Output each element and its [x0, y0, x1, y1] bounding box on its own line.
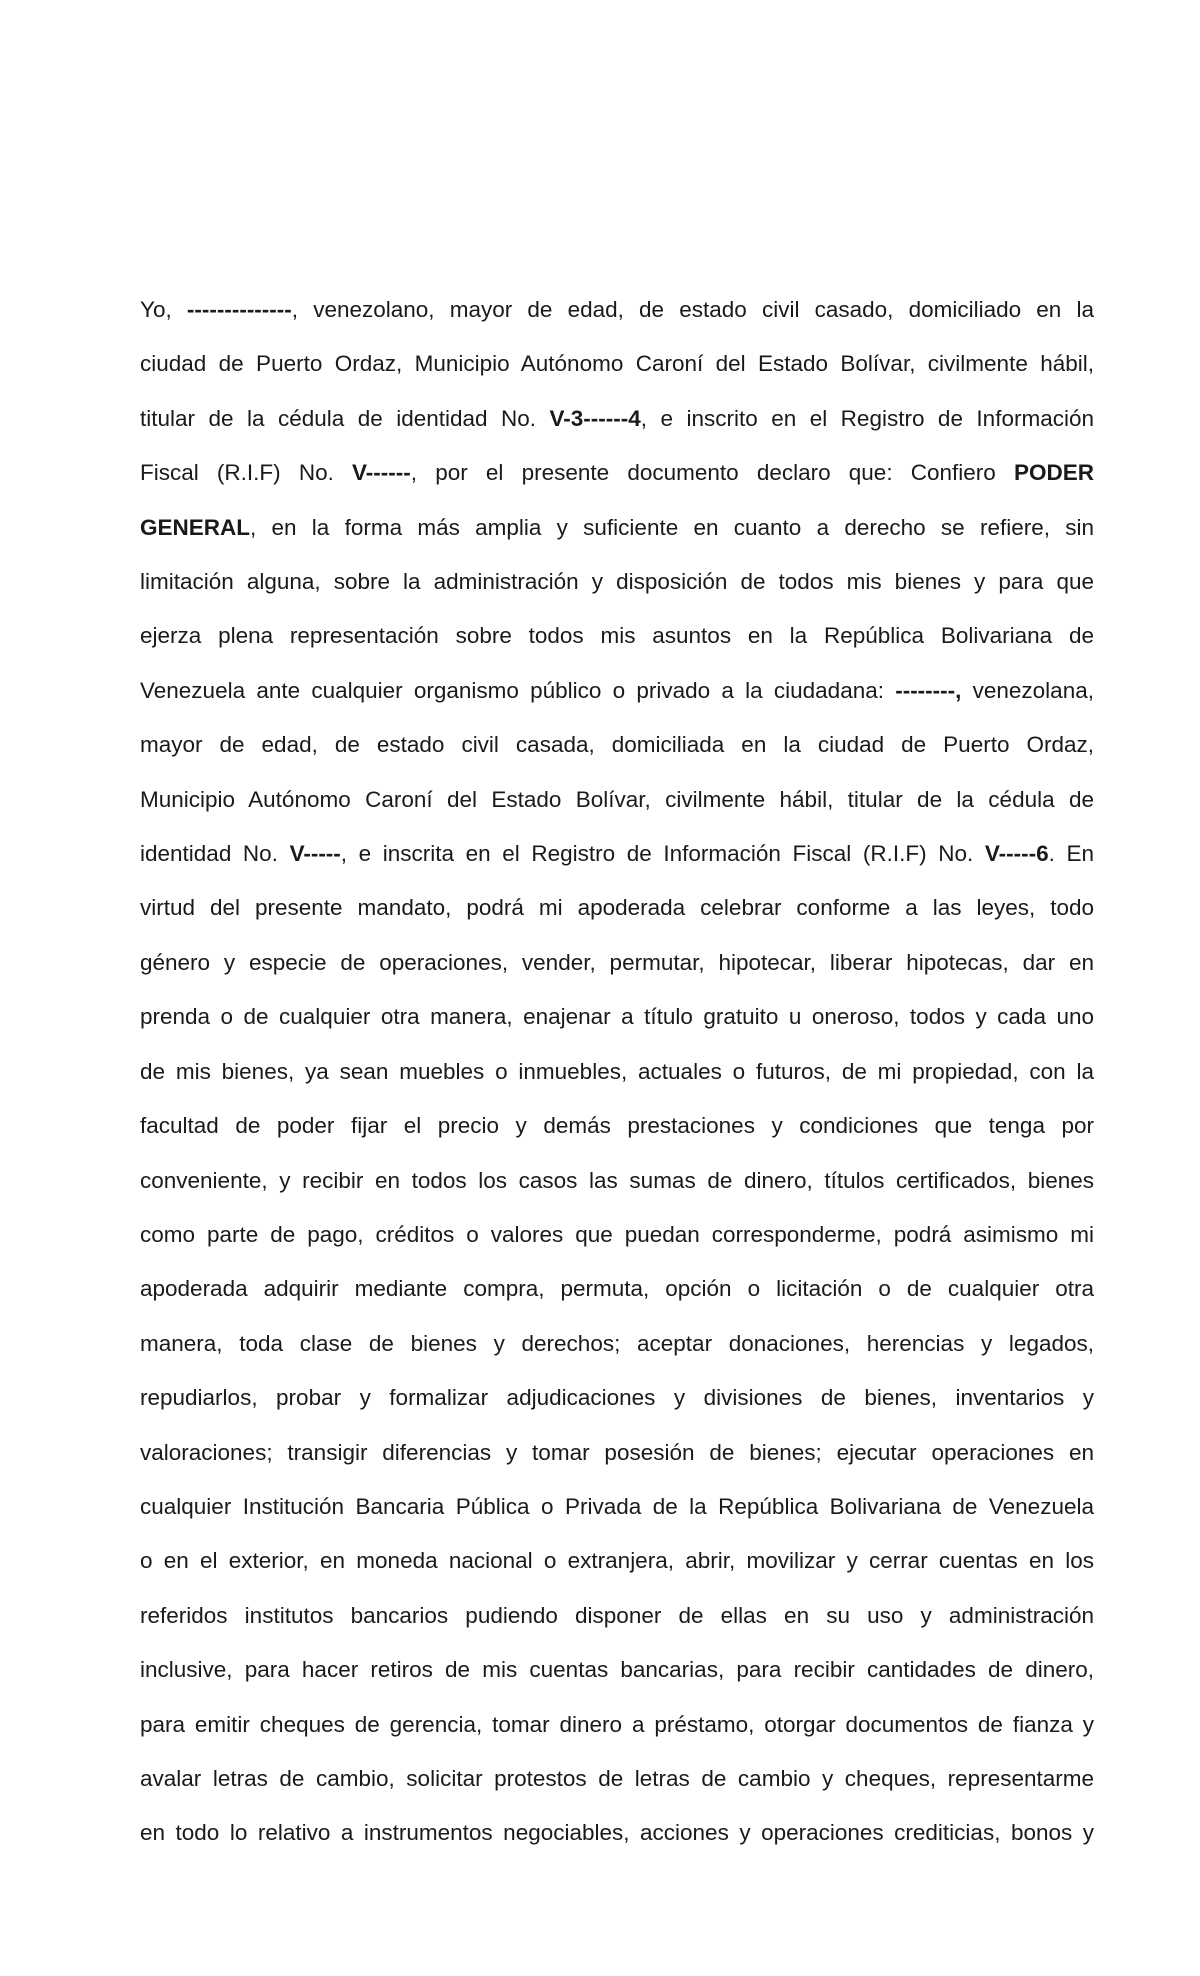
document-line — [140, 337, 1094, 391]
text-run: prenda o de cualquier otra manera, enajenar a título gratuito u oneroso, todos y cada uno — [140, 1004, 1094, 1030]
text-run: identidad No. — [140, 841, 290, 867]
text-run: . En — [1048, 841, 1094, 867]
text-run: virtud del presente mandato, podrá mi apoderada celebrar conforme a las leyes, todo — [140, 895, 1094, 921]
bold-text: V-3------4 — [549, 405, 641, 431]
document-line — [140, 990, 1094, 1044]
text-run: para emitir cheques de gerencia, tomar dinero a préstamo, otorgar documentos de fianza y — [140, 1711, 1094, 1737]
document-line — [140, 1371, 1094, 1425]
document-line — [140, 609, 1094, 663]
bold-text: V-----6 — [984, 841, 1049, 867]
document-line — [140, 446, 1094, 500]
document-line — [140, 501, 1094, 555]
text-run: facultad de poder fijar el precio y demás prestaciones y condiciones que tenga por — [140, 1113, 1094, 1139]
document-line — [140, 283, 1094, 337]
document-line — [140, 936, 1094, 990]
text-run: de mis bienes, ya sean muebles o inmuebles, actuales o futuros, de mi propiedad, con la — [140, 1058, 1094, 1084]
document-line — [140, 1752, 1094, 1806]
bold-text: --------, — [895, 677, 962, 703]
document-line — [140, 1099, 1094, 1153]
bold-text: PODER — [1013, 460, 1094, 486]
text-run: género y especie de operaciones, vender, permutar, hipotecar, liberar hipotecas, dar en — [140, 949, 1094, 975]
text-run: ejerza plena representación sobre todos mis asuntos en la República Bolivariana de — [140, 623, 1094, 649]
text-run: valoraciones; transigir diferencias y tomar posesión de bienes; ejecutar operaciones en — [140, 1439, 1094, 1465]
document-line — [140, 1154, 1094, 1208]
bold-text: GENERAL — [140, 514, 251, 540]
bold-text: -------------- — [186, 297, 292, 322]
document-line — [140, 1589, 1094, 1643]
document-line — [140, 1208, 1094, 1262]
text-run: limitación alguna, sobre la administración y disposición de todos mis bienes y para que — [140, 569, 1094, 595]
document-line — [140, 1480, 1094, 1534]
text-run: cualquier Institución Bancaria Pública o Privada de la República Bolivariana de Venezuela — [140, 1493, 1094, 1519]
document-line — [140, 718, 1094, 772]
text-run: o en el exterior, en moneda nacional o extranjera, abrir, movilizar y cerrar cuentas en los — [140, 1548, 1094, 1574]
text-run: inclusive, para hacer retiros de mis cuentas bancarias, para recibir cantidades de dinero, — [140, 1657, 1094, 1683]
document-line — [140, 827, 1094, 881]
document-line — [140, 1534, 1094, 1588]
text-run: manera, toda clase de bienes y derechos; aceptar donaciones, herencias y legados, — [140, 1330, 1094, 1356]
text-run: , e inscrito en el Registro de Información — [640, 405, 1094, 431]
text-run: repudiarlos, probar y formalizar adjudicaciones y divisiones de bienes, inventarios y — [140, 1385, 1094, 1411]
text-run: avalar letras de cambio, solicitar protestos de letras de cambio y cheques, representarme — [140, 1765, 1094, 1791]
text-run: Yo, — [140, 297, 187, 322]
text-run: Venezuela ante cualquier organismo público o privado a la ciudadana: — [140, 677, 896, 703]
document-line — [140, 1806, 1094, 1860]
text-run: , en la forma más amplia y suficiente en cuanto a derecho se refiere, sin — [250, 514, 1094, 540]
bold-text: V----- — [289, 841, 341, 867]
document-line — [140, 1262, 1094, 1316]
text-run: ciudad de Puerto Ordaz, Municipio Autónomo Caroní del Estado Bolívar, civilmente hábil, — [140, 351, 1094, 377]
text-run: Fiscal (R.I.F) No. — [140, 460, 353, 486]
text-run: titular de la cédula de identidad No. — [140, 405, 550, 431]
text-run: , venezolano, mayor de edad, de estado civil casado, domiciliado en la — [291, 297, 1094, 322]
text-run: referidos institutos bancarios pudiendo disponer de ellas en su uso y administración — [140, 1602, 1094, 1628]
text-run: mayor de edad, de estado civil casada, domiciliada en la ciudad de Puerto Ordaz, — [140, 732, 1094, 758]
document-line — [140, 555, 1094, 609]
text-run: Municipio Autónomo Caroní del Estado Bolívar, civilmente hábil, titular de la cédula de — [140, 786, 1094, 812]
document-line — [140, 881, 1094, 935]
text-run: en todo lo relativo a instrumentos negociables, acciones y operaciones crediticias, bonos y — [140, 1820, 1094, 1846]
text-run: venezolana, — [961, 677, 1094, 703]
text-run: conveniente, y recibir en todos los casos las sumas de dinero, títulos certificados, bienes — [140, 1167, 1094, 1193]
document-line — [140, 773, 1094, 827]
document-line — [140, 1643, 1094, 1697]
text-run: apoderada adquirir mediante compra, permuta, opción o licitación o de cualquier otra — [140, 1276, 1094, 1302]
document-line — [140, 392, 1094, 446]
text-run: , por el presente documento declaro que: Confiero — [410, 460, 1014, 486]
document-body — [140, 283, 1094, 1861]
text-run: , e inscrita en el Registro de Información Fiscal (R.I.F) No. — [340, 841, 985, 867]
document-line — [140, 1045, 1094, 1099]
bold-text: V------ — [352, 460, 411, 486]
document-line — [140, 1698, 1094, 1752]
document-line — [140, 1317, 1094, 1371]
document-line — [140, 664, 1094, 718]
text-run: como parte de pago, créditos o valores que puedan corresponderme, podrá asimismo mi — [140, 1221, 1094, 1247]
document-line — [140, 1426, 1094, 1480]
